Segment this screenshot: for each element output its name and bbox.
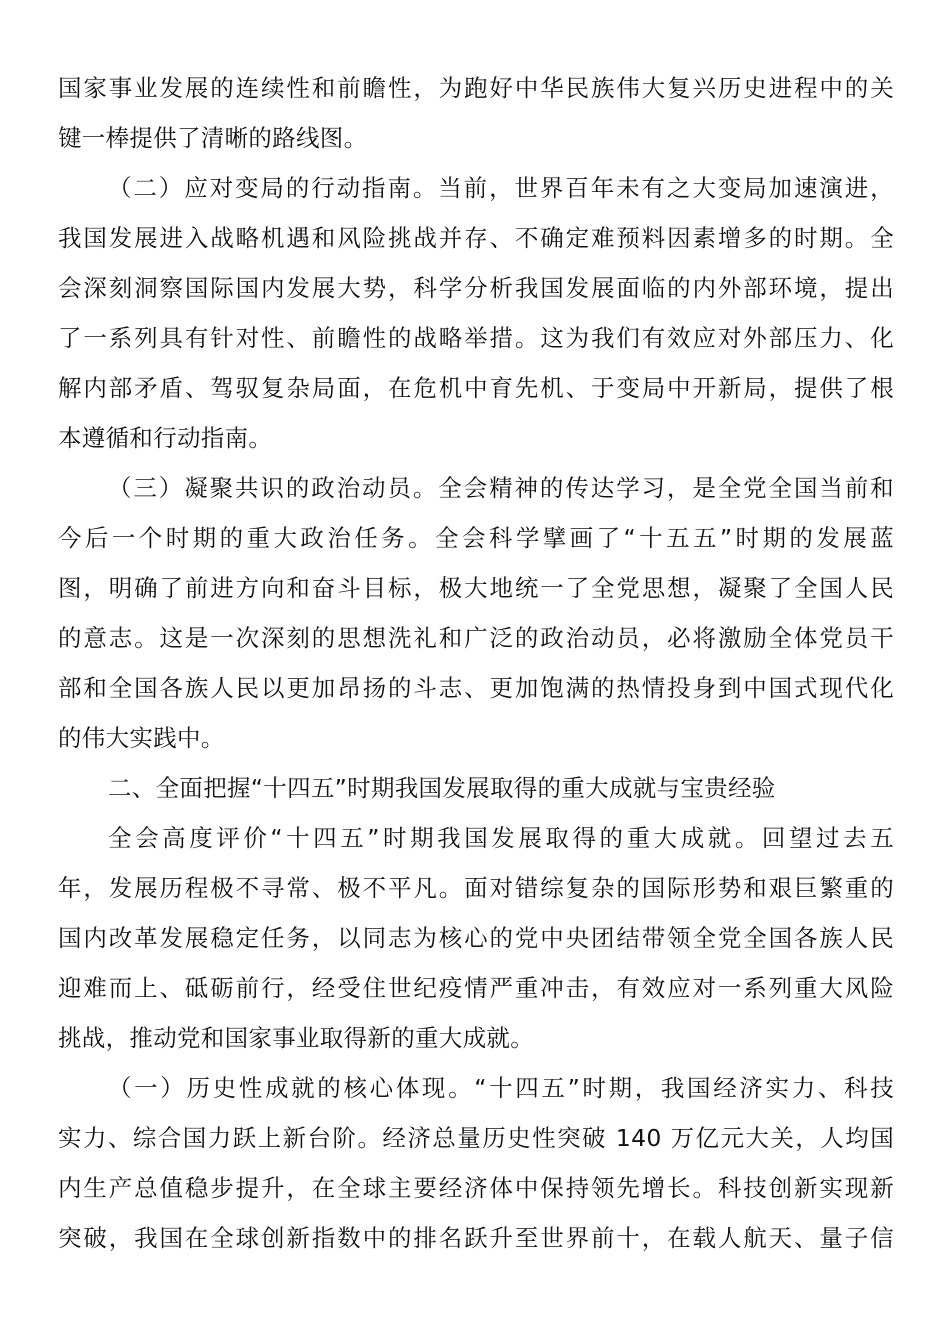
text-line: 解内部矛盾、驾驭复杂局面，在危机中育先机、于变局中开新局，提供了根 xyxy=(58,374,894,402)
text-line: 年，发展历程极不寻常、极不平凡。面对错综复杂的国际形势和艰巨繁重的 xyxy=(58,874,894,902)
text-line: 了一系列具有针对性、前瞻性的战略举措。这为我们有效应对外部压力、化 xyxy=(58,324,894,352)
text-line: 迎难而上、砥砺前行，经受住世纪疫情严重冲击，有效应对一系列重大风险 xyxy=(58,974,894,1002)
text-line: 实力、综合国力跃上新台阶。经济总量历史性突破 140 万亿元大关，人均国 xyxy=(58,1124,894,1152)
document-page xyxy=(58,63,894,1263)
text-line: 会深刻洞察国际国内发展大势，科学分析我国发展面临的内外部环境，提出 xyxy=(58,274,894,302)
text-line: 二、全面把握“十四五”时期我国发展取得的重大成就与宝贵经验 xyxy=(108,774,776,802)
text-line: 国家事业发展的连续性和前瞻性，为跑好中华民族伟大复兴历史进程中的关 xyxy=(58,74,894,102)
text-line: 今后一个时期的重大政治任务。全会科学擘画了“十五五”时期的发展蓝 xyxy=(58,524,894,552)
text-line: 我国发展进入战略机遇和风险挑战并存、不确定难预料因素增多的时期。全 xyxy=(58,224,894,252)
text-line: （二）应对变局的行动指南。当前，世界百年未有之大变局加速演进， xyxy=(108,174,894,202)
text-line: 图，明确了前进方向和奋斗目标，极大地统一了全党思想，凝聚了全国人民 xyxy=(58,574,894,602)
text-line: 键一棒提供了清晰的路线图。 xyxy=(58,124,368,152)
text-line: 本遵循和行动指南。 xyxy=(58,424,273,452)
text-line: 突破，我国在全球创新指数中的排名跃升至世界前十，在载人航天、量子信 xyxy=(58,1224,894,1252)
text-line: 部和全国各族人民以更加昂扬的斗志、更加饱满的热情投身到中国式现代化 xyxy=(58,674,894,702)
text-line: 全会高度评价“十四五”时期我国发展取得的重大成就。回望过去五 xyxy=(108,824,894,852)
text-line: 的伟大实践中。 xyxy=(58,724,225,752)
text-line: 挑战，推动党和国家事业取得新的重大成就。 xyxy=(58,1024,534,1052)
text-line: 的意志。这是一次深刻的思想洗礼和广泛的政治动员，必将激励全体党员干 xyxy=(58,624,894,652)
text-line: 内生产总值稳步提升，在全球主要经济体中保持领先增长。科技创新实现新 xyxy=(58,1174,894,1202)
text-line: （一）历史性成就的核心体现。“十四五”时期，我国经济实力、科技 xyxy=(108,1074,894,1102)
text-line: 国内改革发展稳定任务，以同志为核心的党中央团结带领全党全国各族人民 xyxy=(58,924,894,952)
text-line: （三）凝聚共识的政治动员。全会精神的传达学习，是全党全国当前和 xyxy=(108,474,894,502)
